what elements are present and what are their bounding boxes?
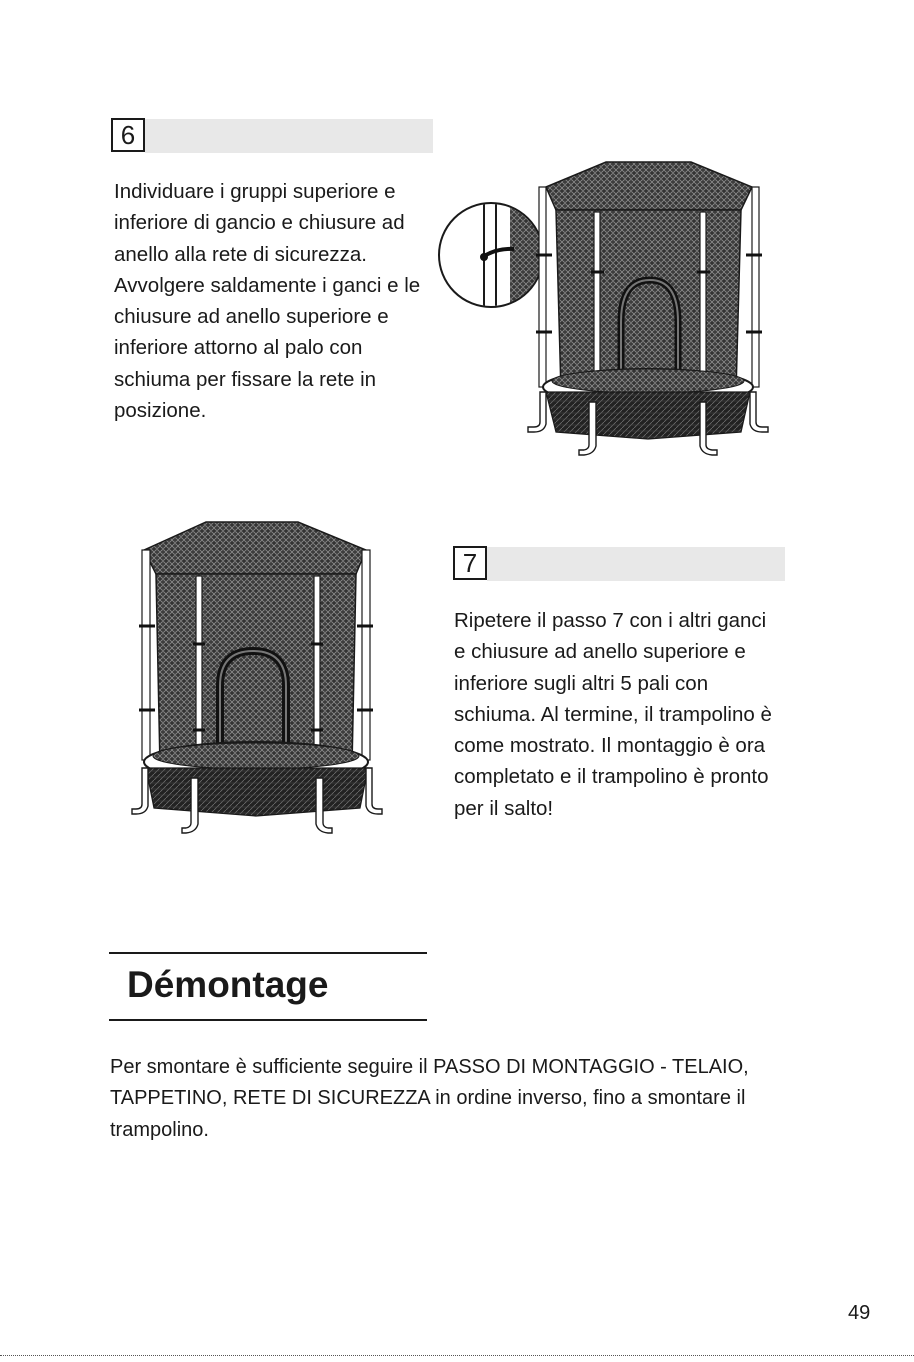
step-6-text: Individuare i gruppi superiore e inferiore di gancio e chiusure ad anello alla rete di sicurezza. Avvolgere saldamente i ganci e le chiusure ad anello superiore e inferiore attorno al palo con schiuma per fissare la rete in posizione. [114, 180, 421, 423]
page-edge-dotted-line [0, 1355, 914, 1356]
section-title: Démontage [127, 964, 329, 1005]
section-rule-top [109, 952, 427, 954]
step-6-header [111, 118, 437, 154]
section-rule-bottom [109, 1019, 427, 1021]
step-7-text: Ripetere il passo 7 con i altri ganci e chiusure ad anello superiore e inferiore sugli altri 5 pali con schiuma. Al termine, il trampolino è come mostrato. Il montaggio è ora completato e il trampolino è pronto per il salto! [454, 609, 772, 820]
demontage-text: Per smontare è sufficiente seguire il PASSO DI MONTAGGIO - TELAIO, TAPPETINO, RETE DI SICUREZZA in ordine inverso, fino a smontare il trampolino. [110, 1056, 749, 1141]
trampoline-hook-illustration [436, 152, 796, 462]
step-7-number: 7 [453, 546, 487, 580]
hook-detail-zoom [439, 197, 550, 317]
step-7-header [453, 546, 785, 582]
step-6-bar [145, 119, 433, 153]
completed-trampoline-illustration [130, 516, 390, 846]
step-6-number: 6 [111, 118, 145, 152]
page-number: 49 [848, 1302, 871, 1324]
step-7-bar [487, 547, 785, 581]
